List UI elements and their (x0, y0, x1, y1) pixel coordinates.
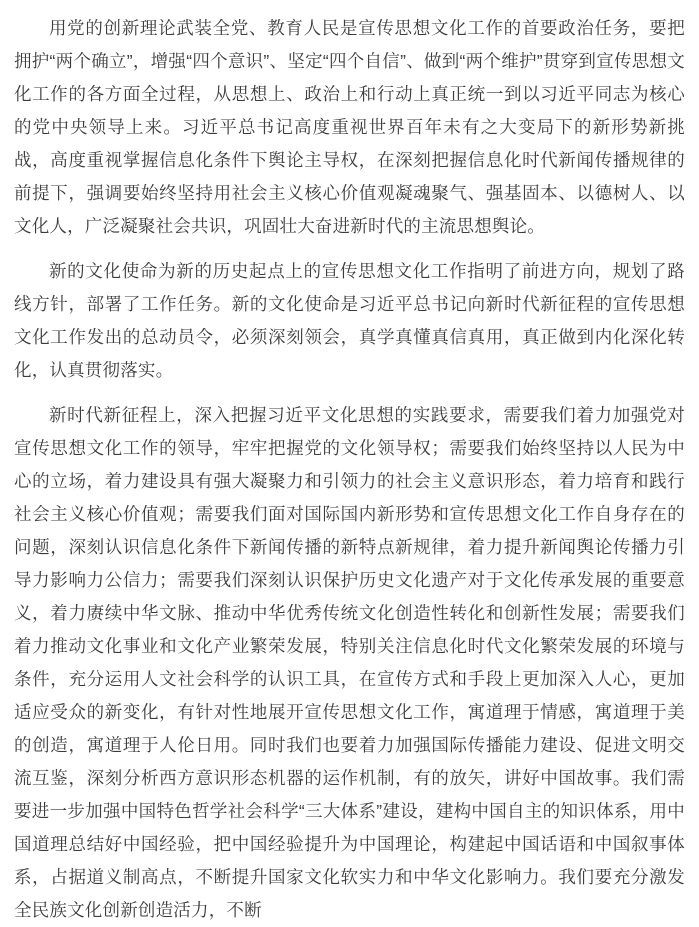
paragraph-theory-arming: 用党的创新理论武装全党、教育人民是宣传思想文化工作的首要政治任务，要把拥护“两个确立”，增强“四个意识”、坚定“四个自信”、做到“两个维护”贯穿到宣传思想文化工作的各方面全过程，从思想上、政治上和行动上真正统一到以习近平同志为核心的党中央领导上来。习近平总书记高度重视世界百年未有之大变局下的新形势新挑战，高度重视掌握信息化条件下舆论主导权，在深刻把握信息化时代新闻传播规律的前提下，强调要始终坚持用社会主义核心价值观凝魂聚气、强基固本、以德树人、以文化人，广泛凝聚社会共识，巩固壮大奋进新时代的主流思想舆论。 (14, 18, 685, 236)
paragraph-new-era-practice-requirements: 新时代新征程上，深入把握习近平文化思想的实践要求，需要我们着力加强党对宣传思想文化工作的领导，牢牢把握党的文化领导权；需要我们始终坚持以人民为中心的立场，着力建设具有强大凝聚力和引领力的社会主义意识形态，着力培育和践行社会主义核心价值观；需要我们面对国际国内新形势和宣传思想文化工作自身存在的问题，深刻认识信息化条件下新闻传播的新特点新规律，着力提升新闻舆论传播力引导力影响力公信力；需要我们深刻认识保护历史文化遗产对于文化传承发展的重要意义，着力赓续中华文脉、推动中华优秀传统文化创造性转化和创新性发展；需要我们着力推动文化事业和文化产业繁荣发展，特别关注信息化时代文化繁荣发展的环境与条件，充分运用人文社会科学的认识工具，在宣传方式和手段上更加深入人心，更加适应受众的新变化，有针对性地展开宣传思想文化工作，寓道理于情感，寓道理于美的创造，寓道理于人伦日用。同时我们也要着力加强国际传播能力建设、促进文明交流互鉴，深刻分析西方意识形态机器的运作机制，有的放矢，讲好中国故事。我们需要进一步加强中国特色哲学社会科学“三大体系”建设，建构中国自主的知识体系，用中国道理总结好中国经验，把中国经验提升为中国理论，构建起中国话语和中国叙事体系，占据道义制高点，不断提升国家文化软实力和中华文化影响力。我们要充分激发全民族文化创新创造活力，不断 (14, 405, 685, 920)
paragraph-new-cultural-mission: 新的文化使命为新的历史起点上的宣传思想文化工作指明了前进方向，规划了路线方针，部署了工作任务。新的文化使命是习近平总书记向新时代新征程的宣传思想文化工作发出的总动员令，必须深刻领会，真学真懂真信真用，真正做到内化深化转化，认真贯彻落实。 (14, 261, 685, 380)
